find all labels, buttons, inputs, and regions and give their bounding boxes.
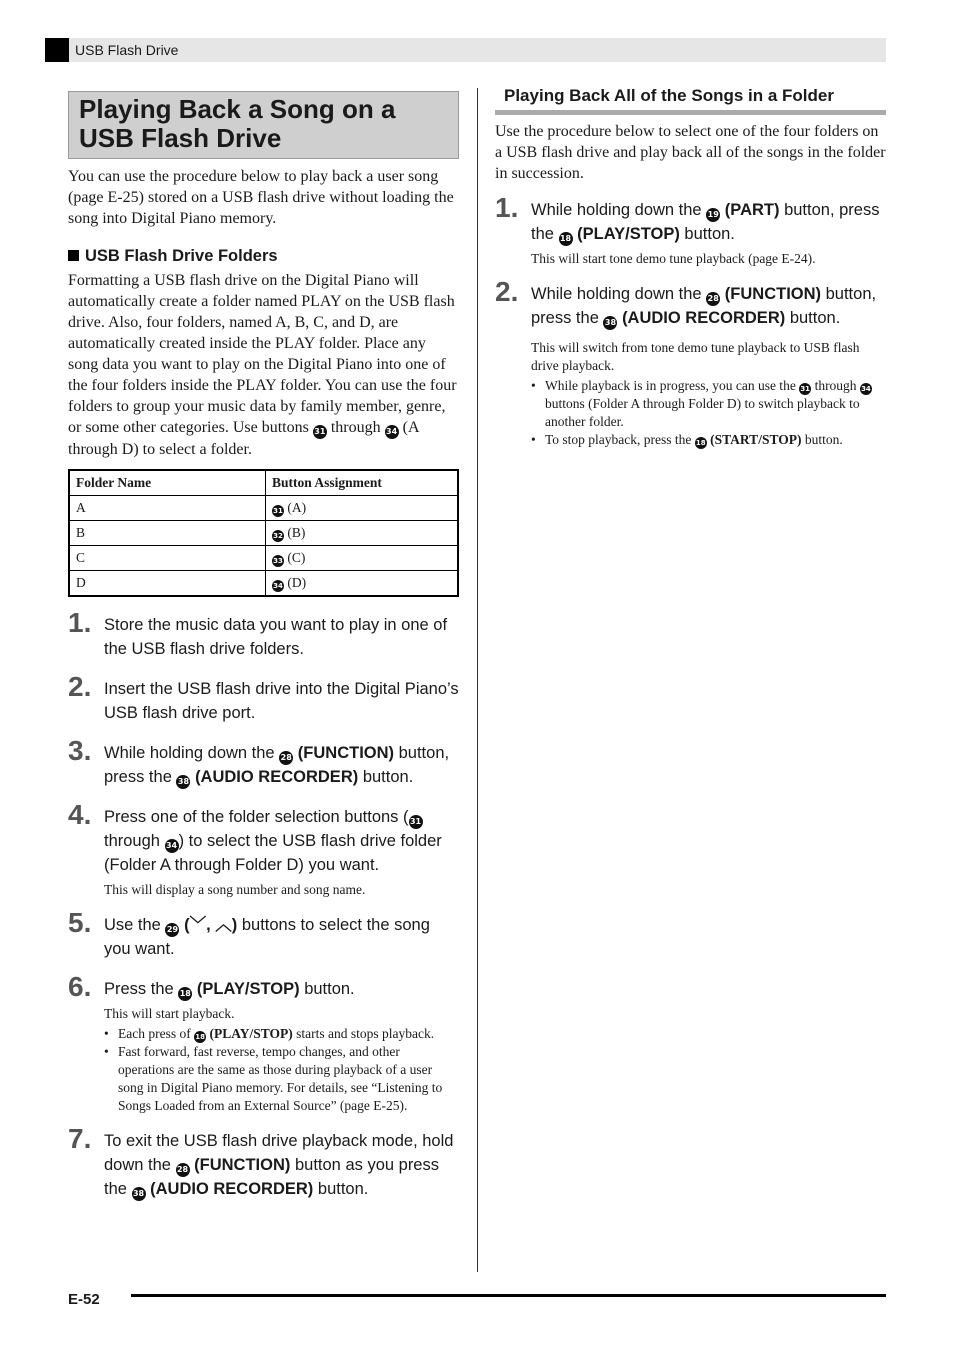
table-cell-button — [266, 521, 459, 546]
table-cell-button — [266, 546, 459, 571]
list-item — [531, 377, 886, 431]
list-item — [531, 431, 886, 449]
folders-heading-text: USB Flash Drive Folders — [85, 247, 278, 265]
button-label: (D) — [287, 574, 307, 590]
step-text — [531, 282, 886, 330]
step-text-part: button. — [317, 1180, 369, 1198]
step-2 — [68, 671, 459, 725]
header-section-title: USB Flash Drive — [75, 42, 179, 58]
button-34-icon: 34 — [385, 425, 399, 439]
step-7 — [68, 1123, 459, 1201]
button-34-icon: 34 — [861, 385, 871, 393]
step-text-part: button. — [789, 309, 841, 327]
table-header-folder: Folder Name — [69, 470, 266, 496]
audio-recorder-button-label: (AUDIO RECORDER) — [622, 309, 786, 327]
button-18-icon: 18 — [195, 1033, 205, 1041]
function-button-label: (FUNCTION) — [194, 1156, 291, 1174]
step-1 — [68, 607, 459, 661]
play-stop-label: (PLAY/STOP) — [209, 1026, 293, 1041]
bullet-text-part: starts and stops playback. — [296, 1026, 435, 1041]
folders-subheading — [68, 247, 459, 266]
step-note: This will display a song number and song name. — [104, 882, 366, 897]
step-text-part: button, press the — [531, 285, 877, 327]
left-column — [68, 91, 459, 1201]
folders-para-end: (A through D) to select a folder. — [68, 419, 419, 458]
paren-close: ) — [231, 916, 238, 934]
step-bullets — [531, 377, 886, 449]
step-number: 2. — [68, 671, 92, 702]
column-divider — [477, 88, 478, 1272]
step-number: 1. — [495, 192, 519, 223]
step-text-part: Press the — [104, 980, 174, 998]
button-31-icon: 31 — [273, 506, 283, 515]
step-text-part: button, press the — [531, 201, 880, 243]
step-note: This will switch from tone demo tune playback to USB flash drive playback. — [531, 340, 860, 373]
table-cell-folder: D — [69, 571, 266, 597]
right-intro-paragraph: Use the procedure below to select one of the four folders on a USB flash drive and play back all of the songs in the folder in succession. — [495, 123, 886, 182]
button-19-icon: 19 — [706, 208, 720, 222]
step-text-part: button. — [684, 225, 735, 243]
button-38-icon: 38 — [603, 316, 617, 330]
list-item — [104, 1025, 459, 1043]
table-cell-folder: A — [69, 496, 266, 521]
step-5 — [68, 907, 459, 961]
section-title-box — [68, 91, 459, 159]
step-number: 3. — [68, 735, 92, 766]
step-text: Store the music data you want to play in one of the USB flash drive folders. — [104, 616, 448, 658]
step-note: This will start tone demo tune playback (page E-24). — [531, 251, 816, 266]
table-row — [69, 496, 458, 521]
button-38-icon: 38 — [176, 775, 190, 789]
step-number: 4. — [68, 799, 92, 830]
step-number: 2. — [495, 276, 519, 307]
function-button-label: (FUNCTION) — [724, 285, 822, 303]
button-31-icon: 31 — [313, 425, 327, 439]
button-34-icon: 34 — [273, 581, 283, 590]
button-31-icon: 31 — [409, 815, 423, 829]
button-label: (C) — [287, 549, 306, 565]
bullet-text-part: To stop playback, press the — [545, 432, 692, 447]
start-stop-label: (START/STOP) — [710, 432, 802, 447]
play-stop-button-label: (PLAY/STOP) — [196, 980, 300, 998]
table-row — [69, 571, 458, 597]
comma: , — [206, 916, 211, 934]
step-text-part: ) to select the USB flash drive folder (Folder A through Folder D) you want. — [104, 832, 442, 874]
step-bullets — [104, 1025, 459, 1115]
step-number: 1. — [68, 607, 92, 638]
button-18-icon: 18 — [695, 439, 706, 447]
bullet-text-part: button. — [804, 432, 843, 447]
step-text-part: through — [104, 832, 160, 850]
button-38-icon: 38 — [132, 1187, 146, 1201]
step-text-part: button. — [362, 768, 414, 786]
step-number: 5. — [68, 907, 92, 938]
table-header-button: Button Assignment — [266, 470, 459, 496]
folders-paragraph — [68, 270, 459, 460]
step-text — [104, 741, 459, 789]
step-text — [104, 913, 459, 961]
step-text-part: buttons to select the song you want. — [104, 916, 430, 958]
step-number: 7. — [68, 1123, 92, 1154]
running-header — [45, 38, 886, 62]
table-cell-button — [266, 496, 459, 521]
step-6 — [68, 971, 459, 1115]
step-number: 6. — [68, 971, 92, 1002]
step-4 — [68, 799, 459, 899]
button-18-icon: 18 — [178, 987, 192, 1001]
button-32-icon: 32 — [273, 531, 283, 540]
right-column — [495, 86, 886, 449]
step-text-part: button, press the — [104, 744, 450, 786]
button-18-icon: 18 — [559, 232, 573, 246]
page-title: Playing Back a Song on a USB Flash Drive — [79, 94, 396, 153]
folders-para-main: Formatting a USB flash drive on the Digital Piano will automatically create a folder named PLAY on the USB flash drive. Also, four folders, named A, B, C, and D, are automatically created inside the PLAY folder. Place any song data you want to play on the Digital Piano into one of the four folders inside the PLAY folder. You can use the four folders to group your music data by family member, genre, or some other categories. Use buttons — [68, 272, 457, 436]
button-29-icon: 29 — [165, 923, 179, 937]
step-text: Insert the USB flash drive into the Digital Piano’s USB flash drive port. — [104, 680, 459, 722]
bullet-text-part: buttons (Folder A through Folder D) to switch playback to another folder. — [545, 396, 860, 429]
right-step-2 — [495, 276, 886, 449]
right-section-heading: Playing Back All of the Songs in a Folder — [495, 86, 886, 115]
button-34-icon: 34 — [165, 839, 179, 853]
step-text-part: Press one of the folder selection buttons ( — [104, 808, 409, 826]
step-text — [104, 805, 459, 877]
step-text — [104, 1129, 459, 1201]
step-text-part: While holding down the — [531, 201, 702, 219]
folders-para-through: through — [330, 419, 381, 436]
audio-recorder-button-label: (AUDIO RECORDER) — [150, 1180, 314, 1198]
play-stop-button-label: (PLAY/STOP) — [577, 225, 680, 243]
header-block-marker — [45, 38, 69, 62]
step-text-part: Use the — [104, 916, 161, 934]
step-3 — [68, 735, 459, 789]
step-note: This will start playback. — [104, 1006, 235, 1021]
button-28-icon: 28 — [279, 751, 293, 765]
button-28-icon: 28 — [706, 292, 720, 306]
page-number: E-52 — [68, 1291, 100, 1308]
footer-rule — [131, 1294, 886, 1297]
chevron-up-icon: ︿ — [215, 916, 232, 934]
step-text — [104, 977, 459, 1001]
function-button-label: (FUNCTION) — [297, 744, 395, 762]
step-text-part: button. — [304, 980, 355, 998]
chevron-down-icon: ﹀ — [189, 916, 207, 934]
table-cell-folder: C — [69, 546, 266, 571]
table-header-row — [69, 470, 458, 496]
step-text-part: While holding down the — [104, 744, 275, 762]
part-button-label: (PART) — [724, 201, 780, 219]
folder-assignment-table — [68, 469, 459, 597]
button-28-icon: 28 — [176, 1163, 190, 1177]
intro-paragraph: You can use the procedure below to play back a user song (page E-25) stored on a USB flash drive without loading the song into Digital Piano memory. — [68, 168, 454, 227]
square-bullet-icon — [68, 250, 79, 261]
table-row — [69, 521, 458, 546]
bullet-text-part: While playback is in progress, you can use the — [545, 378, 796, 393]
step-text-part: button as you press the — [104, 1156, 439, 1198]
table-cell-button — [266, 571, 459, 597]
audio-recorder-button-label: (AUDIO RECORDER) — [195, 768, 359, 786]
list-item: • Fast forward, fast reverse, tempo changes, and other operations are the same as those during playback of a user song in Digital Piano memory. For details, see “Listening to Songs Loaded from an External Source” (page E-25). — [104, 1043, 459, 1115]
button-label: (B) — [287, 524, 306, 540]
step-text — [531, 198, 886, 246]
table-cell-folder: B — [69, 521, 266, 546]
button-33-icon: 33 — [273, 556, 283, 565]
step-text-part: To exit the USB flash drive playback mode, hold down the — [104, 1132, 454, 1174]
bullet-text-part: through — [814, 378, 857, 393]
right-step-1 — [495, 192, 886, 268]
paren-open: ( — [184, 916, 190, 934]
table-row — [69, 546, 458, 571]
button-label: (A) — [287, 499, 307, 515]
step-text-part: While holding down the — [531, 285, 702, 303]
button-31-icon: 31 — [800, 385, 811, 393]
bullet-text-part: Each press of — [118, 1026, 191, 1041]
